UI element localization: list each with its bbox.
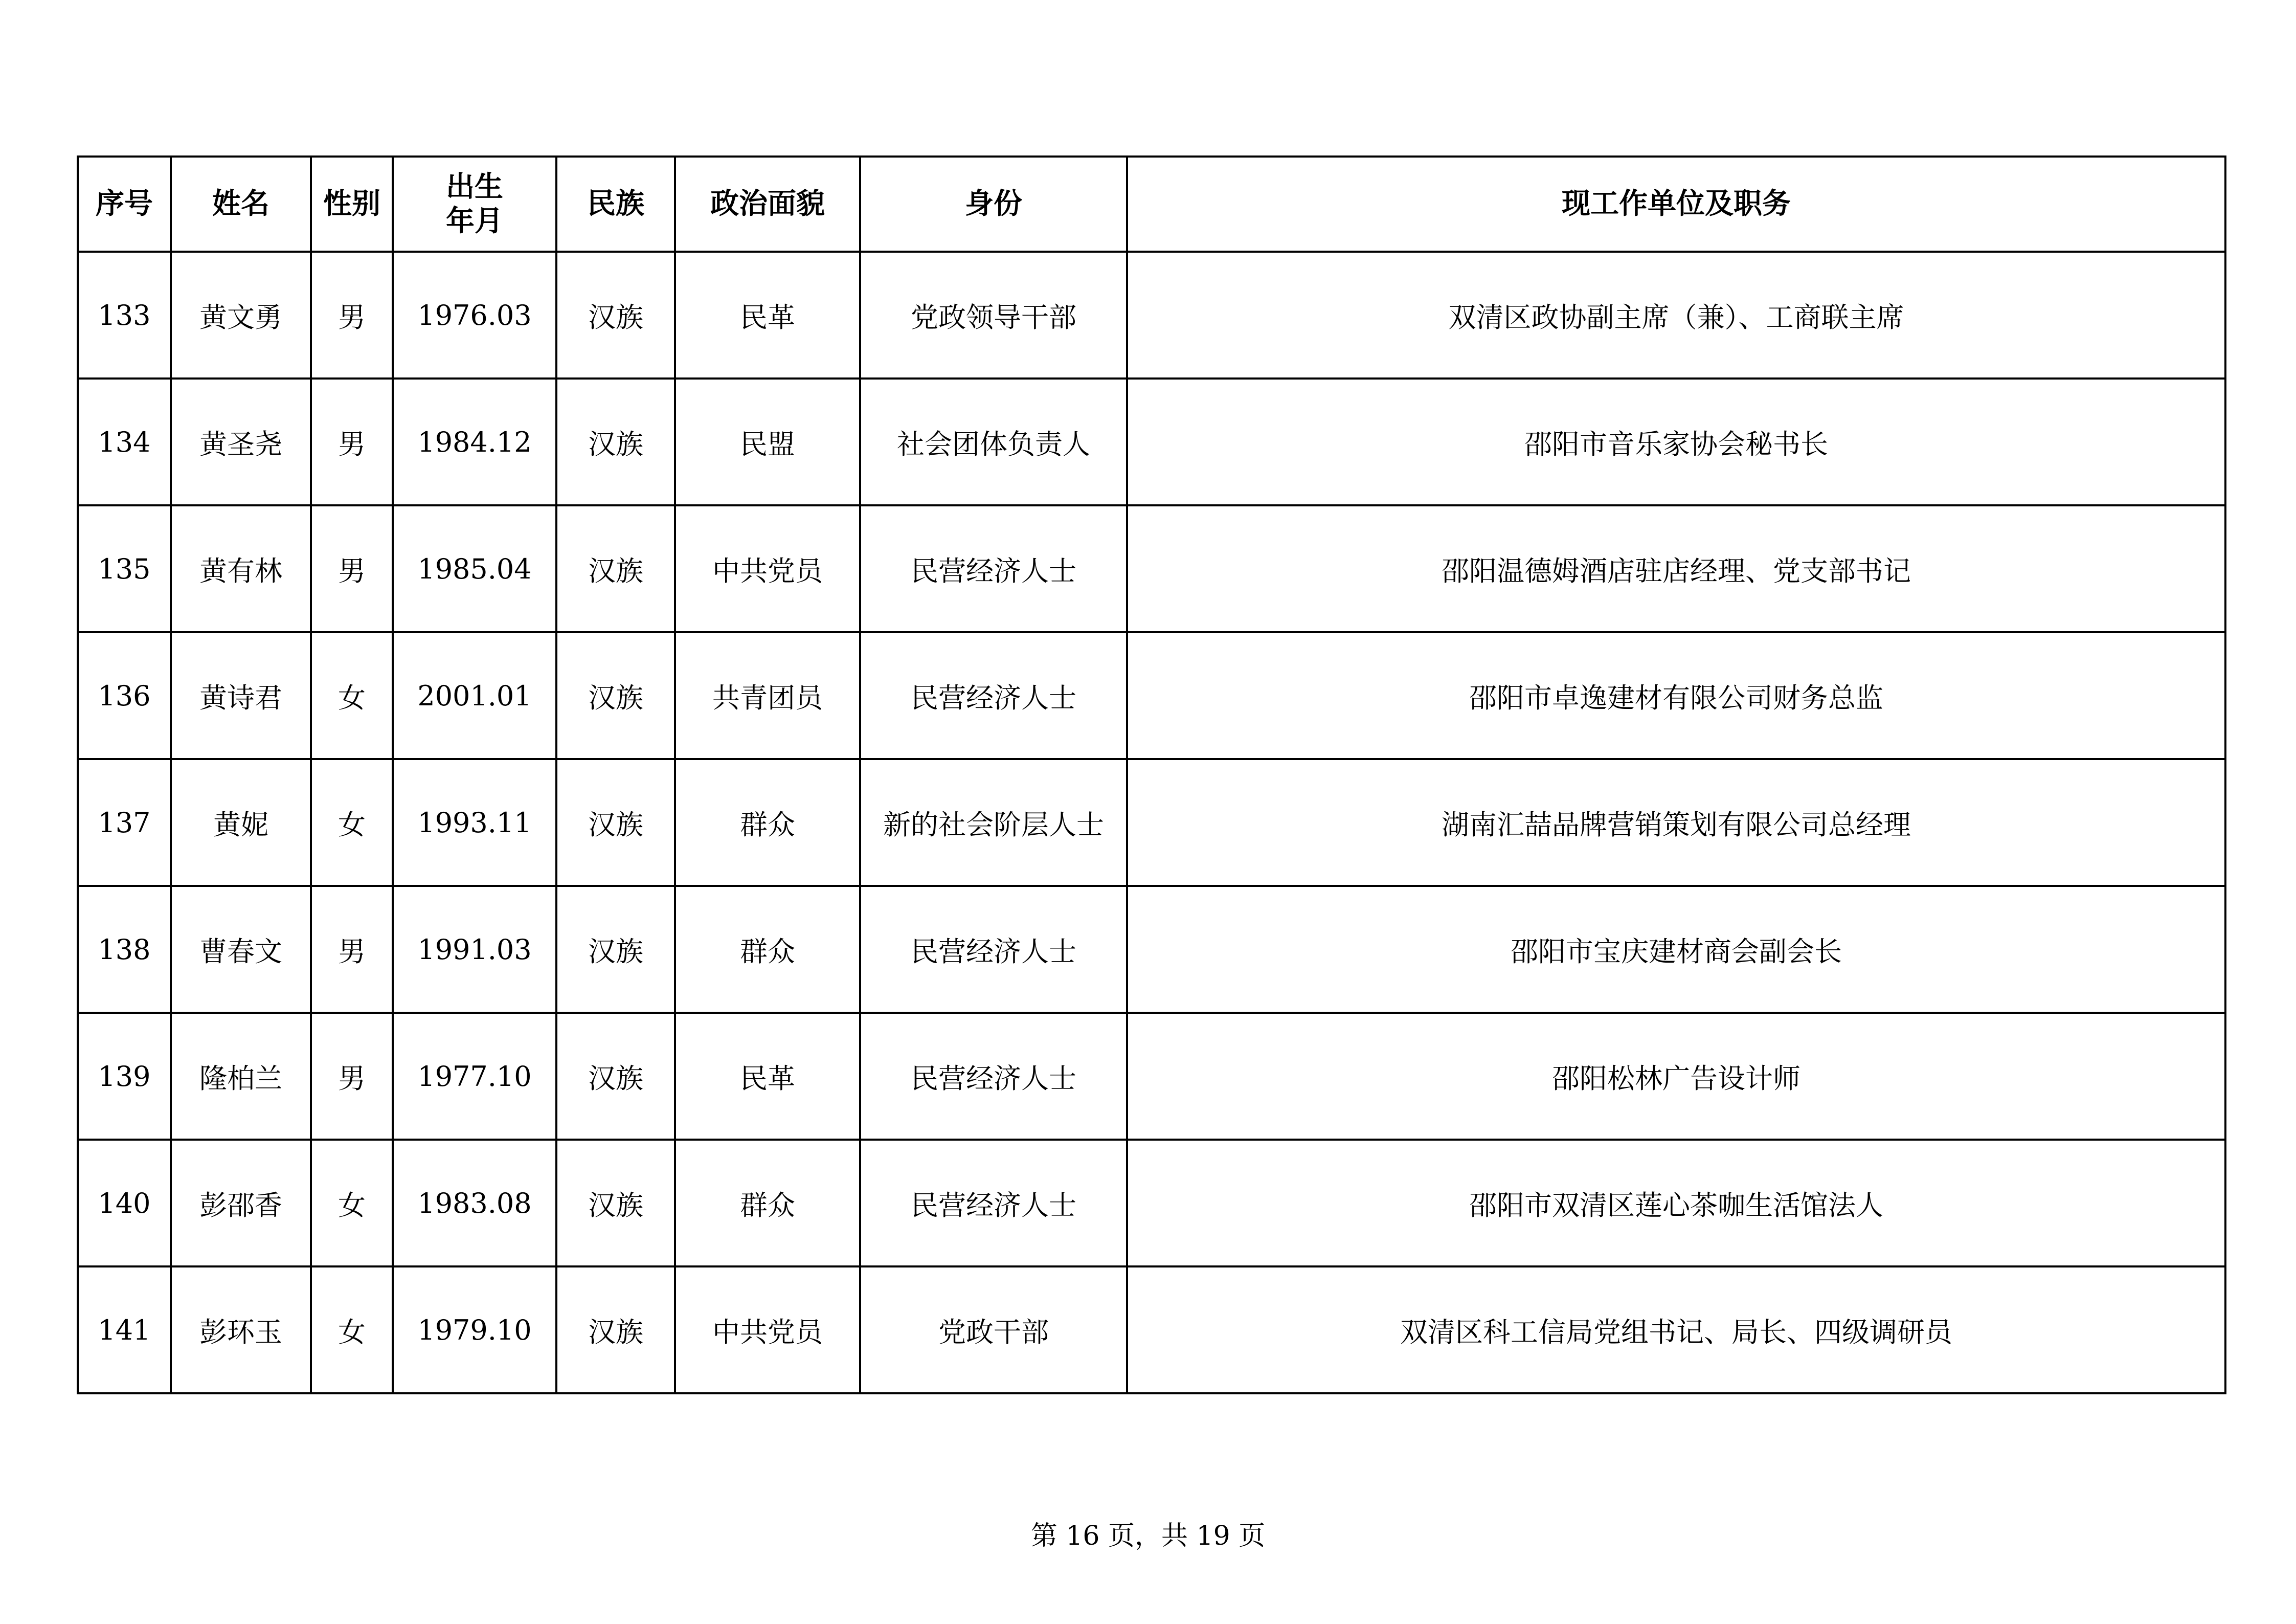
- cell-ethnicity: 汉族: [556, 759, 675, 886]
- header-birth: [393, 157, 556, 252]
- cell-seq: 136: [78, 632, 171, 759]
- cell-name: 黄文勇: [171, 252, 311, 379]
- cell-sex: 女: [311, 759, 393, 886]
- cell-seq: 134: [78, 379, 171, 505]
- cell-sex: 男: [311, 886, 393, 1013]
- header-row: [78, 157, 2225, 252]
- table-row: [78, 1013, 2225, 1140]
- table-row: [78, 632, 2225, 759]
- cell-identity: 社会团体负责人: [860, 379, 1127, 505]
- cell-name: 黄诗君: [171, 632, 311, 759]
- cell-name: 曹春文: [171, 886, 311, 1013]
- cell-ethnicity: 汉族: [556, 1013, 675, 1140]
- cell-seq: 140: [78, 1140, 171, 1266]
- cell-workplace: 邵阳市双清区莲心茶咖生活馆法人: [1127, 1140, 2225, 1266]
- cell-birth: 1979.10: [393, 1266, 556, 1393]
- cell-workplace: 双清区科工信局党组书记、局长、四级调研员: [1127, 1266, 2225, 1393]
- page-number-footer: 第 16 页，共 19 页: [1030, 1521, 1266, 1551]
- cell-workplace: 湖南汇喆品牌营销策划有限公司总经理: [1127, 759, 2225, 886]
- table-row: [78, 252, 2225, 379]
- cell-ethnicity: 汉族: [556, 1140, 675, 1266]
- cell-birth: 2001.01: [393, 632, 556, 759]
- cell-sex: 女: [311, 632, 393, 759]
- table-row: [78, 886, 2225, 1013]
- cell-name: 隆柏兰: [171, 1013, 311, 1140]
- header-birth-line1: 出生: [446, 170, 503, 204]
- cell-seq: 137: [78, 759, 171, 886]
- cell-name: 黄有林: [171, 505, 311, 632]
- cell-workplace: 邵阳松林广告设计师: [1127, 1013, 2225, 1140]
- table-row: [78, 1140, 2225, 1266]
- cell-political: 群众: [675, 886, 860, 1013]
- cell-political: 共青团员: [675, 632, 860, 759]
- cell-political: 民盟: [675, 379, 860, 505]
- cell-political: 中共党员: [675, 1266, 860, 1393]
- cell-political: 中共党员: [675, 505, 860, 632]
- cell-political: 群众: [675, 1140, 860, 1266]
- cell-identity: 新的社会阶层人士: [860, 759, 1127, 886]
- cell-ethnicity: 汉族: [556, 252, 675, 379]
- cell-identity: 党政干部: [860, 1266, 1127, 1393]
- cell-seq: 138: [78, 886, 171, 1013]
- cell-ethnicity: 汉族: [556, 886, 675, 1013]
- header-ethnicity: 民族: [556, 157, 675, 252]
- cell-identity: 民营经济人士: [860, 632, 1127, 759]
- cell-seq: 139: [78, 1013, 171, 1140]
- cell-name: 彭邵香: [171, 1140, 311, 1266]
- cell-birth: 1984.12: [393, 379, 556, 505]
- cell-political: 民革: [675, 252, 860, 379]
- header-identity: 身份: [860, 157, 1127, 252]
- cell-sex: 女: [311, 1140, 393, 1266]
- cell-seq: 135: [78, 505, 171, 632]
- cell-seq: 133: [78, 252, 171, 379]
- table-header: [78, 157, 2225, 252]
- cell-workplace: 邵阳温德姆酒店驻店经理、党支部书记: [1127, 505, 2225, 632]
- cell-ethnicity: 汉族: [556, 379, 675, 505]
- header-sex: 性别: [311, 157, 393, 252]
- cell-workplace: 双清区政协副主席（兼）、工商联主席: [1127, 252, 2225, 379]
- header-seq: 序号: [78, 157, 171, 252]
- cell-workplace: 邵阳市卓逸建材有限公司财务总监: [1127, 632, 2225, 759]
- cell-identity: 民营经济人士: [860, 505, 1127, 632]
- cell-identity: 民营经济人士: [860, 1140, 1127, 1266]
- cell-workplace: 邵阳市宝庆建材商会副会长: [1127, 886, 2225, 1013]
- cell-name: 彭环玉: [171, 1266, 311, 1393]
- header-workplace: 现工作单位及职务: [1127, 157, 2225, 252]
- member-roster-table: [77, 155, 2226, 1394]
- cell-ethnicity: 汉族: [556, 1266, 675, 1393]
- header-name: 姓名: [171, 157, 311, 252]
- table-body: [78, 252, 2225, 1393]
- cell-workplace: 邵阳市音乐家协会秘书长: [1127, 379, 2225, 505]
- cell-birth: 1985.04: [393, 505, 556, 632]
- cell-sex: 男: [311, 1013, 393, 1140]
- table-row: [78, 379, 2225, 505]
- cell-birth: 1991.03: [393, 886, 556, 1013]
- header-birth-line2: 年月: [446, 205, 503, 238]
- cell-name: 黄妮: [171, 759, 311, 886]
- table-row: [78, 505, 2225, 632]
- cell-sex: 女: [311, 1266, 393, 1393]
- cell-ethnicity: 汉族: [556, 505, 675, 632]
- cell-birth: 1976.03: [393, 252, 556, 379]
- cell-birth: 1977.10: [393, 1013, 556, 1140]
- cell-sex: 男: [311, 379, 393, 505]
- cell-birth: 1983.08: [393, 1140, 556, 1266]
- cell-sex: 男: [311, 505, 393, 632]
- cell-birth: 1993.11: [393, 759, 556, 886]
- table-row: [78, 1266, 2225, 1393]
- cell-identity: 党政领导干部: [860, 252, 1127, 379]
- cell-name: 黄圣尧: [171, 379, 311, 505]
- cell-seq: 141: [78, 1266, 171, 1393]
- cell-identity: 民营经济人士: [860, 1013, 1127, 1140]
- cell-sex: 男: [311, 252, 393, 379]
- cell-political: 群众: [675, 759, 860, 886]
- cell-identity: 民营经济人士: [860, 886, 1127, 1013]
- table-row: [78, 759, 2225, 886]
- header-political: 政治面貌: [675, 157, 860, 252]
- cell-ethnicity: 汉族: [556, 632, 675, 759]
- cell-political: 民革: [675, 1013, 860, 1140]
